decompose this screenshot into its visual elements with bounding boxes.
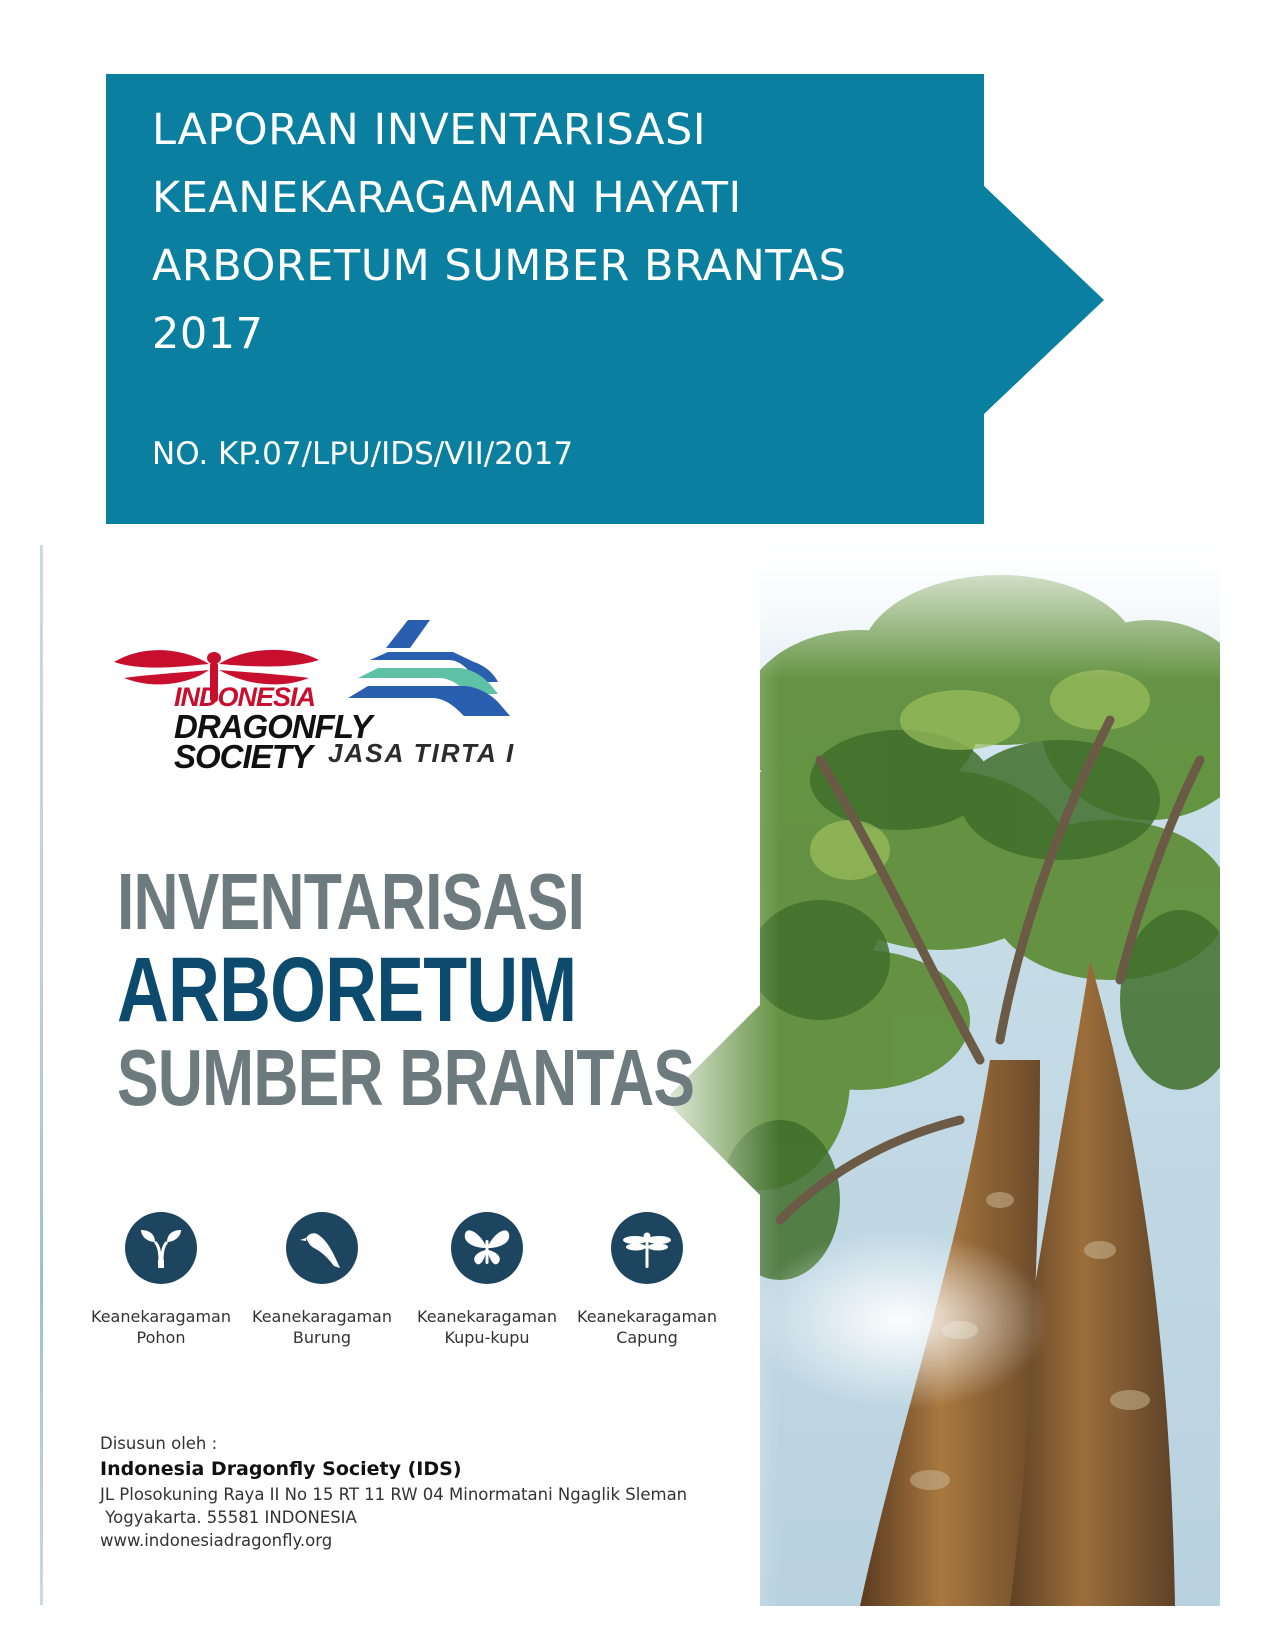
category-label <box>562 1306 732 1348</box>
publisher-info <box>100 1432 687 1552</box>
category-label <box>402 1306 572 1348</box>
main-title-line1: INVENTARISASI <box>117 857 585 946</box>
jasa-tirta-logo <box>328 620 548 770</box>
jasa-tirta-logo-text: JASA TIRTA I <box>328 738 516 768</box>
dragonfly-icon <box>611 1212 683 1284</box>
ids-logo-line: SOCIETY <box>174 738 312 775</box>
category-label-line: Pohon <box>136 1328 186 1347</box>
category-label-line: Keanekaragaman <box>417 1307 557 1326</box>
category-label-line: Kupu-kupu <box>444 1328 530 1347</box>
ids-logo-line: DRAGONFLY <box>174 708 372 745</box>
category-kupu-kupu <box>402 1212 572 1348</box>
main-title-line2: ARBORETUM <box>117 939 577 1041</box>
report-title-line: KEANEKARAGAMAN HAYATI <box>152 173 742 223</box>
tree-sprout-icon <box>125 1212 197 1284</box>
category-label <box>237 1306 407 1348</box>
report-title-line: ARBORETUM SUMBER BRANTAS <box>152 241 847 291</box>
main-title <box>117 857 857 1122</box>
category-label-line: Keanekaragaman <box>577 1307 717 1326</box>
bird-icon <box>286 1212 358 1284</box>
category-burung <box>237 1212 407 1348</box>
river-logo-icon <box>348 620 568 730</box>
document-number: NO. KP.07/LPU/IDS/VII/2017 <box>152 436 574 472</box>
category-pohon <box>76 1212 246 1348</box>
ids-logo-line: INDONESIA <box>174 682 316 712</box>
address-line: Yogyakarta. 55581 INDONESIA <box>100 1508 357 1527</box>
category-label-line: Burung <box>292 1328 352 1347</box>
report-title-line: 2017 <box>152 309 264 359</box>
report-title-line: LAPORAN INVENTARISASI <box>152 105 707 155</box>
category-label-line: Keanekaragaman <box>91 1307 231 1326</box>
prepared-by-label: Disusun oleh : <box>100 1434 218 1453</box>
organization-name: Indonesia Dragonfly Society (IDS) <box>100 1458 462 1480</box>
category-label-line: Keanekaragaman <box>252 1307 392 1326</box>
butterfly-icon <box>451 1212 523 1284</box>
ids-logo <box>104 644 372 775</box>
category-capung <box>562 1212 732 1348</box>
category-label <box>76 1306 246 1348</box>
website-link[interactable]: www.indonesiadragonfly.org <box>100 1531 333 1550</box>
title-banner <box>106 74 1108 524</box>
category-label-line: Capung <box>616 1328 678 1347</box>
main-title-line3: SUMBER BRANTAS <box>117 1033 695 1122</box>
address-line: JL Plosokuning Raya II No 15 RT 11 RW 04 Minormatani Ngaglik Sleman <box>100 1485 688 1504</box>
report-title <box>152 96 846 368</box>
